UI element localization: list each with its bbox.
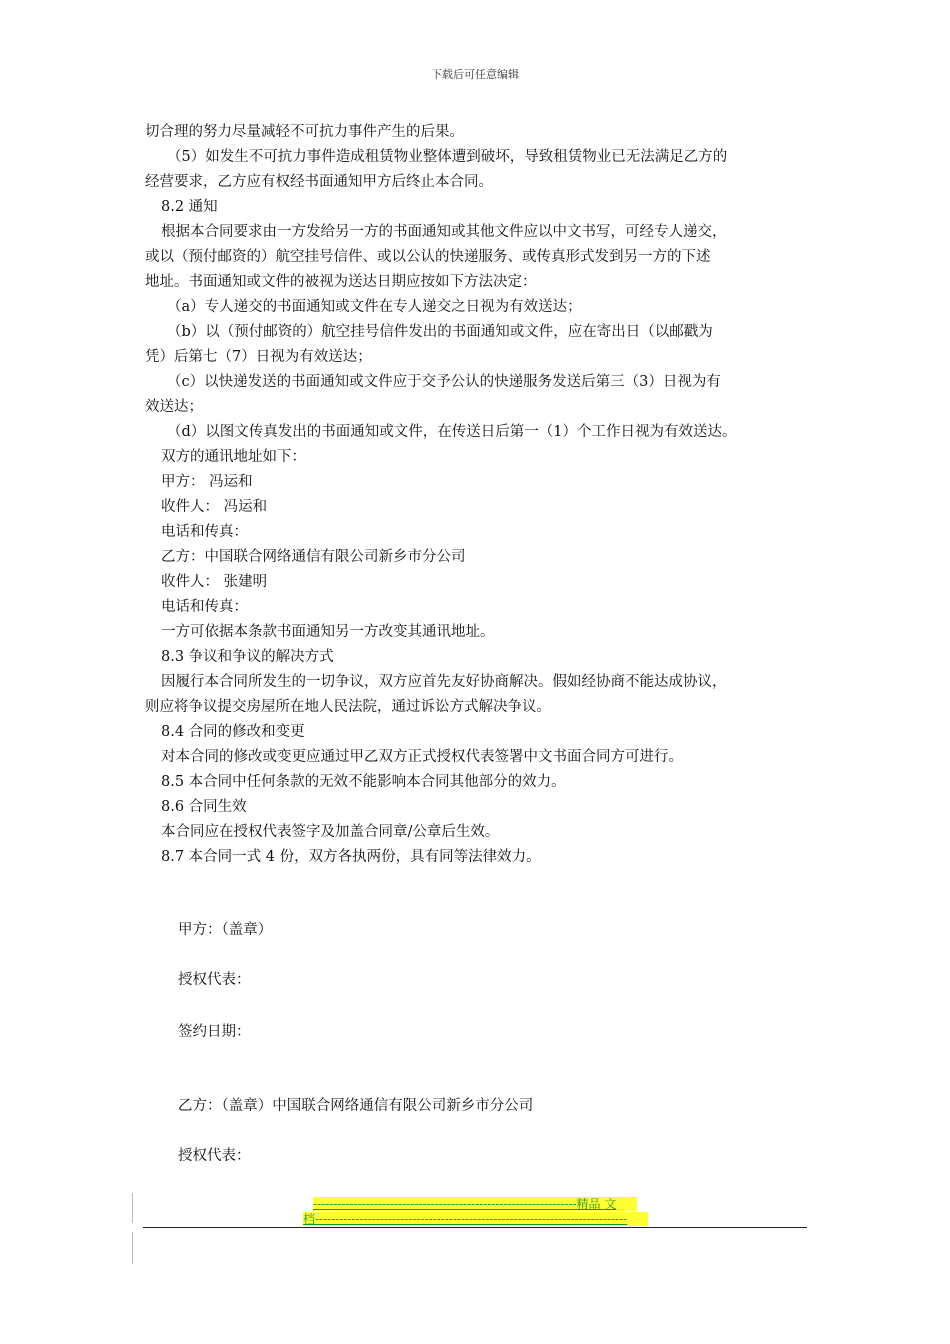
paragraph-line: 切合理的努力尽量减轻不可抗力事件产生的后果。 — [145, 124, 464, 140]
paragraph-line: 地址。书面通知或文件的被视为送达日期应按如下方法决定： — [145, 274, 537, 290]
margin-marker-bottom — [132, 1232, 133, 1264]
header-note: 下载后可任意编辑 — [431, 68, 519, 81]
paragraph-line: 对本合同的修改或变更应通过甲乙双方正式授权代表签署中文书面合同方可进行。 — [161, 749, 683, 765]
paragraph-line: 或以（预付邮资的）航空挂号信件、或以公认的快递服务、或传真形式发到另一方的下述 — [145, 249, 711, 265]
paragraph-line: （c）以快递发送的书面通知或文件应于交予公认的快递服务发送后第三（3）日视为有 — [167, 374, 721, 390]
party-a-seal-label: 甲方：（盖章） — [178, 922, 273, 938]
paragraph-line: 收件人： 冯运和 — [161, 499, 268, 515]
paragraph-line: 电话和传真： — [161, 524, 248, 540]
paragraph-line: 一方可依据本条款书面通知另一方改变其通讯地址。 — [161, 624, 495, 640]
footer-watermark-line-2: 档----------------------------------------------------------------------------- — [303, 1212, 648, 1226]
margin-marker-top — [132, 1193, 133, 1223]
party-a-representative-label: 授权代表： — [178, 972, 251, 988]
paragraph-line: 8.2 通知 — [161, 199, 218, 215]
paragraph-line: 双方的通讯地址如下： — [161, 449, 306, 465]
paragraph-line: 经营要求，乙方应有权经书面通知甲方后终止本合同。 — [145, 174, 493, 190]
party-b-representative-label: 授权代表： — [178, 1148, 251, 1164]
footer-rule — [143, 1227, 807, 1228]
footer-watermark-line-1: -----------------------------------------------------------------精品 文 — [313, 1197, 637, 1211]
paragraph-line: 电话和传真： — [161, 599, 248, 615]
paragraph-line: 8.7 本合同一式 4 份，双方各执两份，具有同等法律效力。 — [161, 849, 541, 865]
party-b-seal-label: 乙方：（盖章）中国联合网络通信有限公司新乡市分公司 — [178, 1098, 534, 1114]
paragraph-line: （b）以（预付邮资的）航空挂号信件发出的书面通知或文件，应在寄出日（以邮戳为 — [167, 324, 713, 340]
paragraph-line: 8.4 合同的修改和变更 — [161, 724, 305, 740]
paragraph-line: 凭）后第七（7）日视为有效送达； — [145, 349, 372, 365]
paragraph-line: 收件人： 张建明 — [161, 574, 268, 590]
paragraph-line: 8.5 本合同中任何条款的无效不能影响本合同其他部分的效力。 — [161, 774, 566, 790]
paragraph-line: 则应将争议提交房屋所在地人民法院，通过诉讼方式解决争议。 — [145, 699, 551, 715]
paragraph-line: （d）以图文传真发出的书面通知或文件，在传送日后第一（1）个工作日视为有效送达。 — [167, 424, 737, 440]
paragraph-line: （5）如发生不可抗力事件造成租赁物业整体遭到破坏，导致租赁物业已无法满足乙方的 — [167, 149, 728, 165]
paragraph-line: 8.3 争议和争议的解决方式 — [161, 649, 334, 665]
paragraph-line: 本合同应在授权代表签字及加盖合同章/公章后生效。 — [161, 824, 500, 840]
paragraph-line: 8.6 合同生效 — [161, 799, 247, 815]
contract-body — [145, 120, 815, 870]
paragraph-line: 效送达； — [145, 399, 203, 415]
paragraph-line: 甲方： 冯运和 — [161, 474, 253, 490]
paragraph-line: （a）专人递交的书面通知或文件在专人递交之日视为有效送达； — [167, 299, 582, 315]
paragraph-line: 因履行本合同所发生的一切争议，双方应首先友好协商解决。假如经协商不能达成协议， — [161, 674, 727, 690]
paragraph-line: 乙方：中国联合网络通信有限公司新乡市分公司 — [161, 549, 466, 565]
party-a-date-label: 签约日期： — [178, 1024, 251, 1040]
paragraph-line: 根据本合同要求由一方发给另一方的书面通知或其他文件应以中文书写，可经专人递交， — [161, 224, 727, 240]
